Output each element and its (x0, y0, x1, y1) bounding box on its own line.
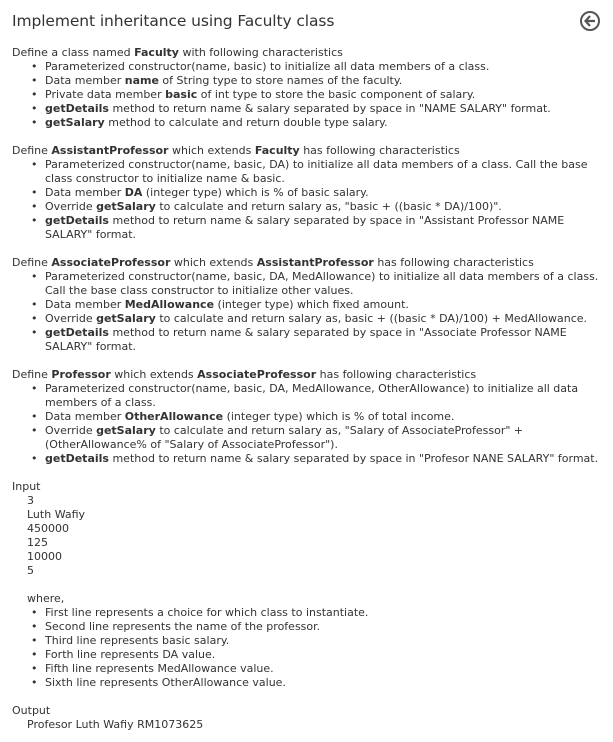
text-span: Override (45, 424, 97, 437)
list-item (45, 382, 613, 410)
text-span: Data member (45, 186, 125, 199)
text-span: which extends (110, 368, 198, 381)
section-intro (12, 256, 613, 270)
where-label: where, (27, 592, 65, 605)
keyword: AssistantProfessor (51, 144, 169, 157)
where-list (12, 606, 613, 690)
keyword: getSalary (96, 312, 156, 325)
list-item (45, 424, 613, 452)
class-definitions (12, 46, 613, 466)
class-definition-section (12, 144, 613, 242)
keyword: Faculty (134, 46, 179, 59)
circled-left-arrow-icon (584, 15, 596, 27)
text-span: Data member (45, 298, 125, 311)
text-span: method to return name & salary separated by space in "Profesor NANE SALARY" format. (108, 452, 599, 465)
text-span: to calculate and return salary as, basic + ((basic * DA)/100) + MedAllowance. (155, 312, 588, 325)
keyword: getSalary (96, 200, 156, 213)
text-span: which extends (168, 144, 255, 157)
text-span: to calculate and return salary as, "Salary of AssociateProfessor" + (OtherAllowance% of "Salary of AssociateProfessor"). (45, 424, 524, 451)
keyword: Professor (51, 368, 111, 381)
text-span: (integer type) which is % of total income. (223, 410, 455, 423)
keyword: getDetails (45, 326, 109, 339)
text-span: method to return name & salary separated by space in "Associate Professor NAME SALARY" format. (45, 326, 567, 353)
list-item (45, 158, 613, 186)
input-line: Luth Wafiy (27, 508, 86, 521)
text-span: (integer type) which fixed amount. (214, 298, 409, 311)
input-line: 10000 (27, 550, 62, 563)
output-label: Output (12, 704, 51, 717)
section-intro (12, 46, 613, 60)
keyword: DA (124, 186, 143, 199)
text-span: of int type to store the basic component of salary. (197, 88, 476, 101)
text-span: which extends (170, 256, 257, 269)
text-span: Define (12, 368, 52, 381)
list-item: • Forth line represents DA value. (45, 648, 613, 662)
text-span: has following characteristics (316, 368, 477, 381)
text-span: Define (12, 256, 52, 269)
text-span: Parameterized constructor(name, basic) to initialize all data members of a class. (45, 60, 490, 73)
list-item (45, 60, 613, 74)
input-line: 5 (27, 564, 34, 577)
list-item: • Third line represents basic salary. (45, 634, 613, 648)
keyword: getDetails (45, 102, 109, 115)
keyword: AssociateProfessor (197, 368, 317, 381)
list-item (45, 186, 613, 200)
keyword: OtherAllowance (124, 410, 224, 423)
keyword: name (124, 74, 159, 87)
text-span: with following characteristics (178, 46, 343, 59)
list-item (45, 74, 613, 88)
text-span: Data member (45, 410, 125, 423)
text-span: (integer type) which is % of basic salary. (142, 186, 369, 199)
text-span: method to return name & salary separated by space in "NAME SALARY" format. (108, 102, 551, 115)
list-item (45, 326, 613, 354)
keyword: getDetails (45, 214, 109, 227)
text-span: has following characteristics (373, 256, 534, 269)
text-span: Define (12, 144, 52, 157)
keyword: MedAllowance (124, 298, 215, 311)
text-span: Override (45, 200, 97, 213)
characteristics-list (12, 60, 613, 130)
input-line: 3 (27, 494, 34, 507)
list-item: • First line represents a choice for which class to instantiate. (45, 606, 613, 620)
list-item: • Sixth line represents OtherAllowance value. (45, 676, 613, 690)
input-section (12, 480, 613, 690)
text-span: Private data member (45, 88, 166, 101)
output-section (12, 704, 613, 732)
list-item (45, 200, 613, 214)
page-title: Implement inheritance using Faculty class (12, 12, 335, 30)
text-span: Parameterized constructor(name, basic, DA, MedAllowance) to initialize all data members of a class. Call the base class constructor to initialize other values. (45, 270, 599, 297)
keyword: AssistantProfessor (256, 256, 374, 269)
section-intro (12, 144, 613, 158)
input-lines (12, 494, 613, 578)
text-span: Data member (45, 74, 125, 87)
back-button[interactable] (580, 11, 600, 31)
list-item (45, 410, 613, 424)
list-item (45, 270, 613, 298)
list-item (45, 116, 613, 130)
section-intro (12, 368, 613, 382)
characteristics-list (12, 382, 613, 466)
keyword: getSalary (96, 424, 156, 437)
class-definition-section (12, 46, 613, 130)
list-item (45, 298, 613, 312)
text-span: Override (45, 312, 97, 325)
output-line: Profesor Luth Wafiy RM1073625 (27, 718, 204, 731)
text-span: Define a class named (12, 46, 135, 59)
list-item (45, 312, 613, 326)
list-item: • Second line represents the name of the professor. (45, 620, 613, 634)
list-item (45, 452, 613, 466)
text-span: has following characteristics (299, 144, 460, 157)
characteristics-list (12, 158, 613, 242)
list-item: • Fifth line represents MedAllowance value. (45, 662, 613, 676)
class-definition-section (12, 368, 613, 466)
input-label: Input (12, 480, 41, 493)
text-span: to calculate and return salary as, "basic + ((basic * DA)/100)". (155, 200, 502, 213)
text-span: of String type to store names of the faculty. (158, 74, 403, 87)
keyword: AssociateProfessor (51, 256, 171, 269)
text-span: method to return name & salary separated by space in "Assistant Professor NAME SALARY" format. (45, 214, 565, 241)
keyword: basic (165, 88, 198, 101)
list-item (45, 102, 613, 116)
characteristics-list (12, 270, 613, 354)
list-item (45, 214, 613, 242)
text-span: method to calculate and return double type salary. (104, 116, 388, 129)
keyword: getDetails (45, 452, 109, 465)
text-span: Parameterized constructor(name, basic, DA, MedAllowance, OtherAllowance) to initialize all data members of a class. (45, 382, 579, 409)
input-line: 450000 (27, 522, 69, 535)
keyword: Faculty (254, 144, 300, 157)
keyword: getSalary (45, 116, 105, 129)
list-item (45, 88, 613, 102)
output-lines (12, 718, 613, 732)
text-span: Parameterized constructor(name, basic, DA) to initialize all data members of a class. Call the base class constructor to initialize name & basic. (45, 158, 588, 185)
class-definition-section (12, 256, 613, 354)
input-line: 125 (27, 536, 48, 549)
